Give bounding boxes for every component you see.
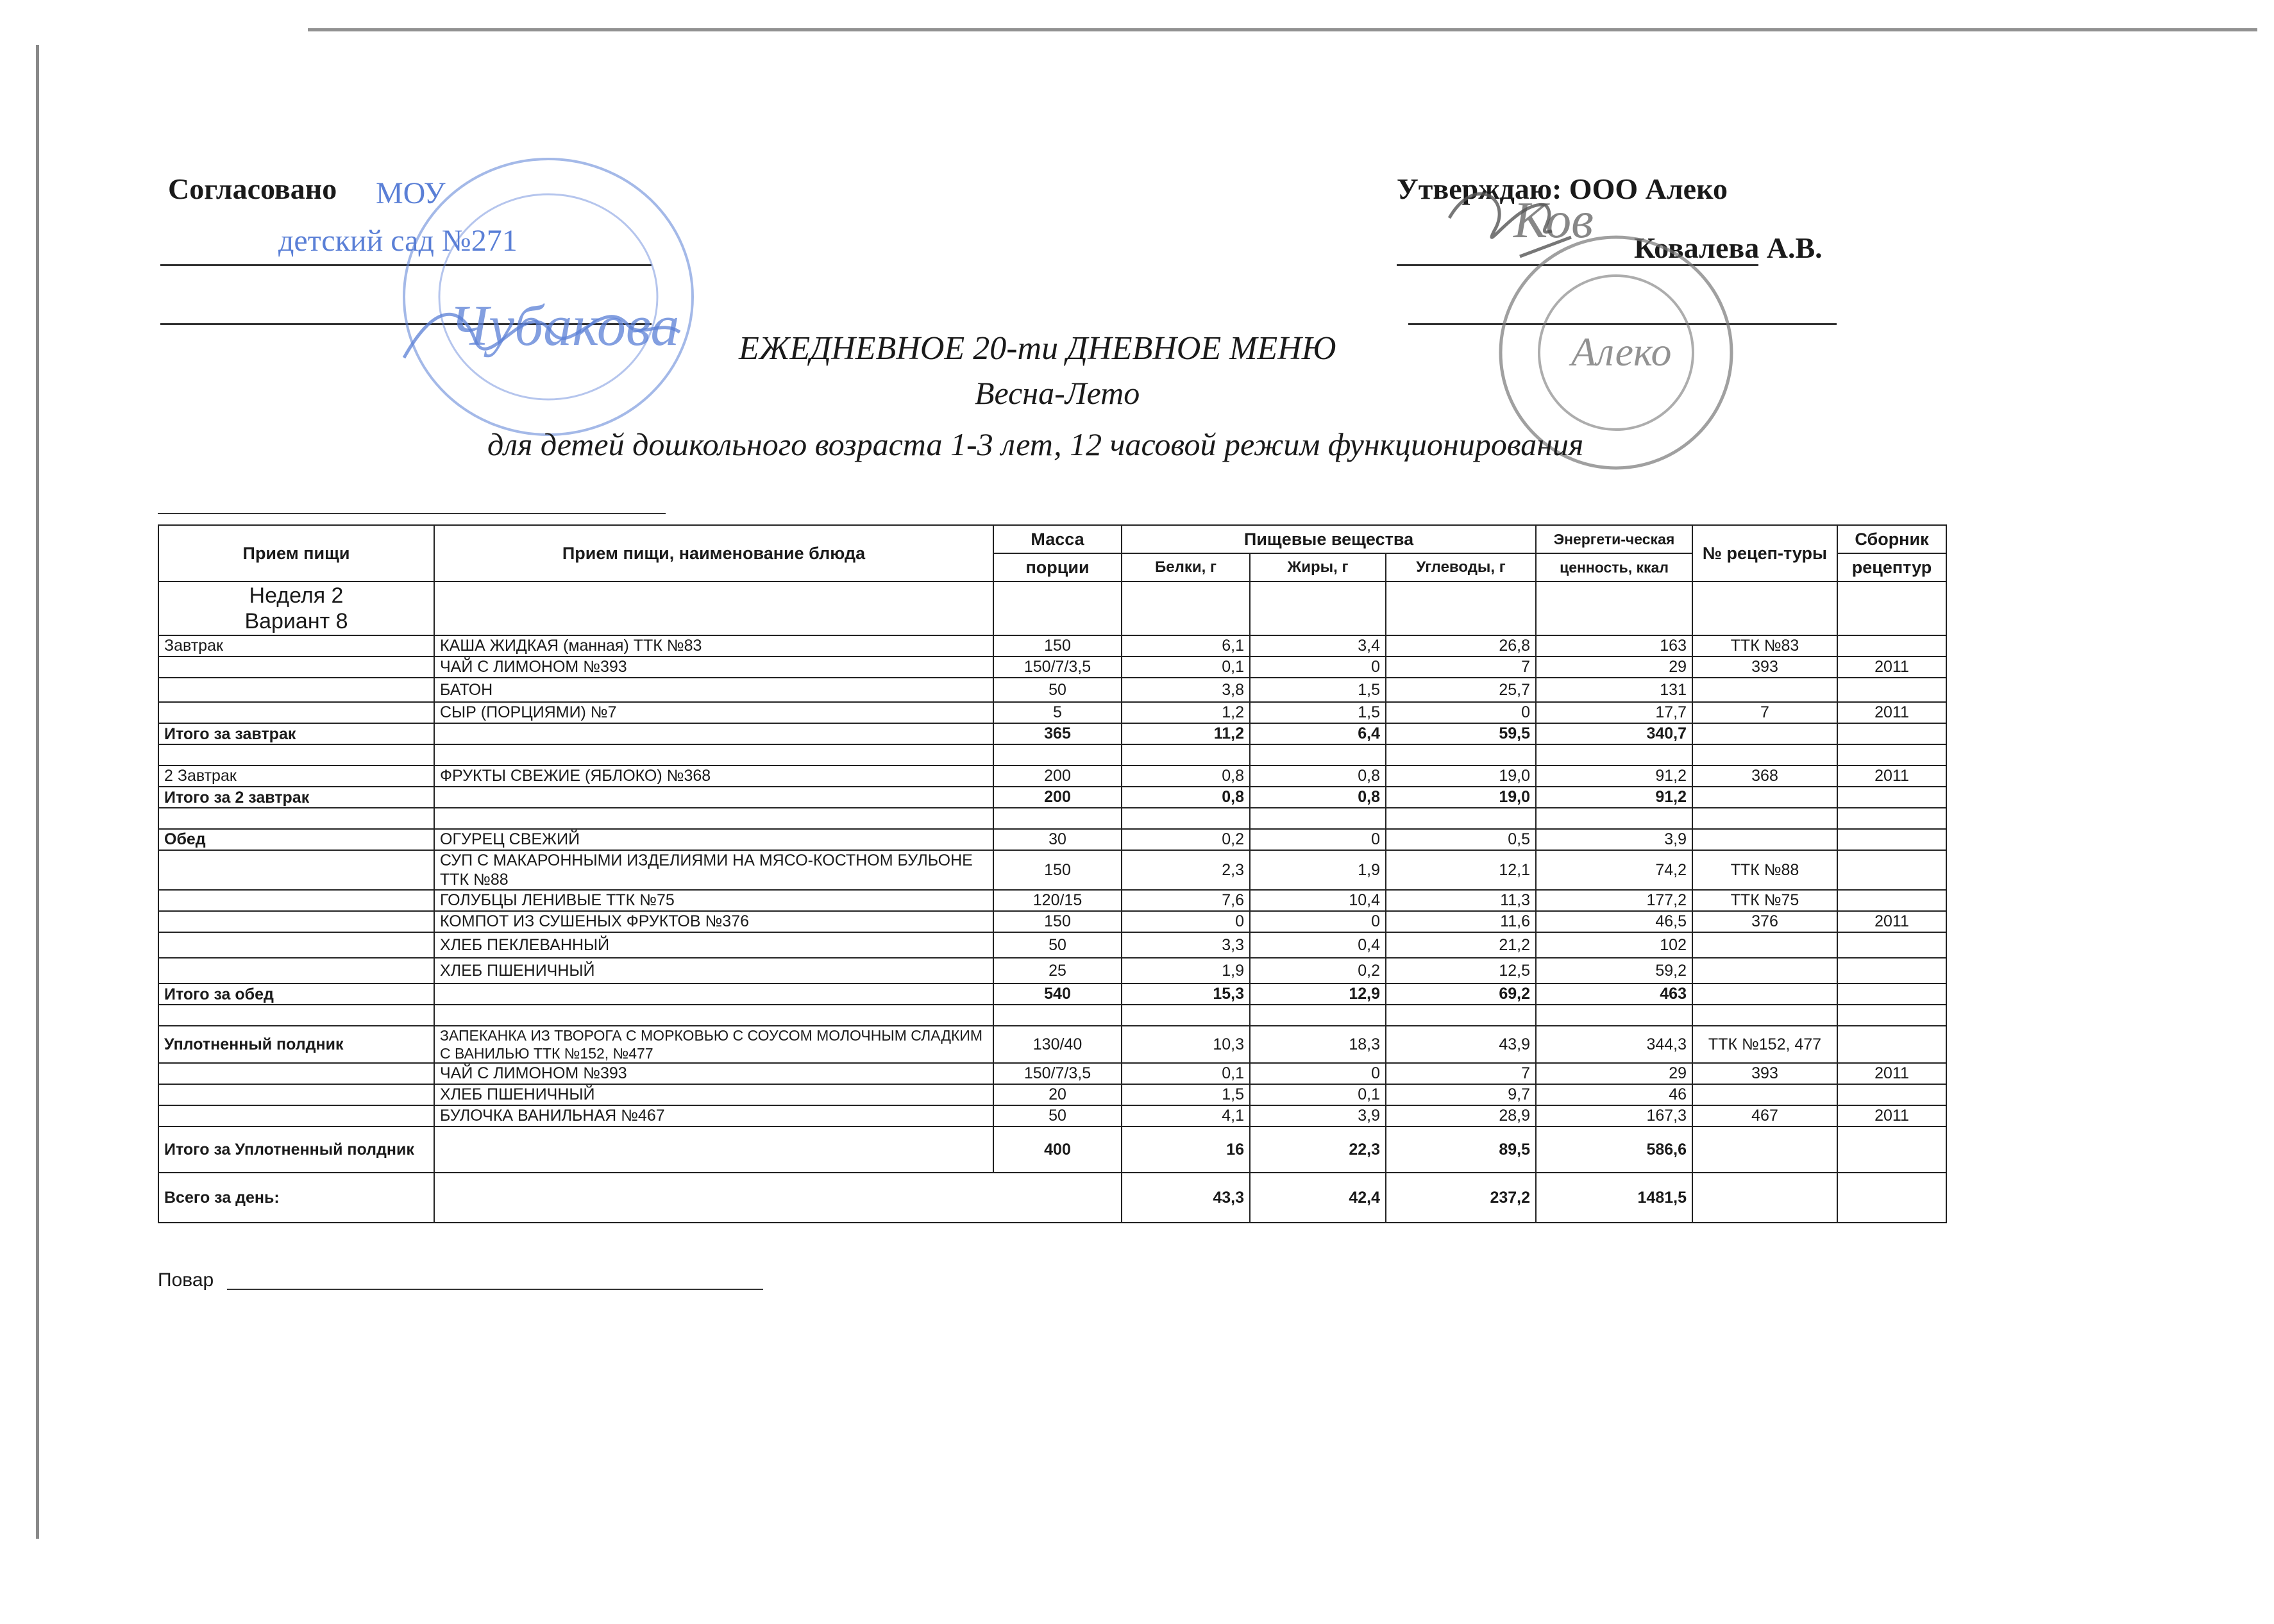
header-meal: Прием пищи [158, 525, 434, 582]
mass-cell: 150 [993, 911, 1122, 932]
energy-cell: 340,7 [1536, 723, 1692, 744]
protein-cell: 4,1 [1122, 1105, 1250, 1126]
energy-cell: 1481,5 [1536, 1173, 1692, 1223]
carbs-cell: 0 [1386, 702, 1536, 723]
book-cell [1837, 635, 1946, 657]
summary-row [158, 723, 1946, 744]
table-row [158, 1026, 1946, 1063]
meal-cell: Итого за 2 завтрак [158, 787, 434, 808]
mass-cell: 150 [993, 635, 1122, 657]
fat-cell: 1,5 [1250, 678, 1386, 702]
week-row [158, 582, 1946, 635]
book-cell: 2011 [1837, 766, 1946, 787]
dish-cell: ФРУКТЫ СВЕЖИЕ (ЯБЛОКО) №368 [434, 766, 993, 787]
carbs-cell: 21,2 [1386, 932, 1536, 958]
meal-cell [158, 890, 434, 911]
table-row [158, 1084, 1946, 1105]
variant-label: Вариант 8 [244, 609, 348, 633]
recipe-cell: ТТК №75 [1692, 890, 1837, 911]
scan-edge-top [308, 28, 2257, 31]
signature-right-text: Ков [1513, 192, 1594, 249]
energy-cell: 177,2 [1536, 890, 1692, 911]
meal-cell: Итого за обед [158, 984, 434, 1005]
meal-cell: Обед [158, 829, 434, 850]
recipe-cell [1692, 958, 1837, 984]
protein-cell: 6,1 [1122, 635, 1250, 657]
carbs-cell: 11,6 [1386, 911, 1536, 932]
header-book-top: Сборник [1837, 525, 1946, 553]
book-cell [1837, 1126, 1946, 1173]
header-fat: Жиры, г [1250, 553, 1386, 582]
energy-cell: 59,2 [1536, 958, 1692, 984]
dish-cell: ЧАЙ С ЛИМОНОМ №393 [434, 1063, 993, 1084]
carbs-cell: 0,5 [1386, 829, 1536, 850]
protein-cell: 1,2 [1122, 702, 1250, 723]
scan-edge-left [36, 45, 39, 1539]
spacer-row [158, 1005, 1946, 1026]
energy-cell: 3,9 [1536, 829, 1692, 850]
summary-row [158, 787, 1946, 808]
approval-left-label: Согласовано [168, 172, 337, 205]
mass-cell: 150/7/3,5 [993, 657, 1122, 678]
dish-cell: ХЛЕБ ПШЕНИЧНЫЙ [434, 958, 993, 984]
recipe-cell: 376 [1692, 911, 1837, 932]
carbs-cell: 9,7 [1386, 1084, 1536, 1105]
book-cell [1837, 932, 1946, 958]
table-row [158, 766, 1946, 787]
recipe-cell [1692, 723, 1837, 744]
meal-cell: Завтрак [158, 635, 434, 657]
carbs-cell: 12,1 [1386, 850, 1536, 890]
recipe-cell [1692, 829, 1837, 850]
mass-cell: 200 [993, 787, 1122, 808]
protein-cell: 3,8 [1122, 678, 1250, 702]
energy-cell: 17,7 [1536, 702, 1692, 723]
meal-cell [158, 702, 434, 723]
energy-cell: 29 [1536, 1063, 1692, 1084]
table-row [158, 657, 1946, 678]
meal-cell [158, 911, 434, 932]
approval-right-name: Ковалева А.В. [1634, 231, 1823, 264]
dish-cell: ЗАПЕКАНКА ИЗ ТВОРОГА С МОРКОВЬЮ С СОУСОМ МОЛОЧНЫМ СЛАДКИМ С ВАНИЛЬЮ ТТК №152, №477 [434, 1026, 993, 1063]
approval-left-org-line1: МОУ [376, 176, 446, 210]
meal-cell: 2 Завтрак [158, 766, 434, 787]
meal-cell: Итого за завтрак [158, 723, 434, 744]
dish-cell: ОГУРЕЦ СВЕЖИЙ [434, 829, 993, 850]
signature-left-text: Чубакова [449, 294, 680, 358]
recipe-cell: 7 [1692, 702, 1837, 723]
dish-cell: ХЛЕБ ПШЕНИЧНЫЙ [434, 1084, 993, 1105]
stamp-right-text: Алеко [1571, 329, 1672, 374]
dish-cell: ЧАЙ С ЛИМОНОМ №393 [434, 657, 993, 678]
mass-cell: 400 [993, 1126, 1122, 1173]
carbs-cell: 26,8 [1386, 635, 1536, 657]
summary-row [158, 984, 1946, 1005]
recipe-cell: ТТК №152, 477 [1692, 1026, 1837, 1063]
dish-cell [434, 984, 993, 1005]
meal-cell: Всего за день: [158, 1173, 434, 1223]
mass-cell: 50 [993, 678, 1122, 702]
meal-cell [158, 1063, 434, 1084]
book-cell [1837, 1026, 1946, 1063]
book-cell [1837, 723, 1946, 744]
dish-cell: ХЛЕБ ПЕКЛЕВАННЫЙ [434, 932, 993, 958]
approval-left-org-line2: детский сад №271 [278, 224, 518, 258]
recipe-cell [1692, 932, 1837, 958]
fat-cell: 0,1 [1250, 1084, 1386, 1105]
protein-cell: 2,3 [1122, 850, 1250, 890]
meal-cell [158, 850, 434, 890]
table-row [158, 932, 1946, 958]
menu-subtitle: для детей дошкольного возраста 1-3 лет, 12 часовой режим функционирования [487, 426, 1584, 462]
energy-cell: 131 [1536, 678, 1692, 702]
mass-cell: 20 [993, 1084, 1122, 1105]
mass-cell: 365 [993, 723, 1122, 744]
header-dish: Прием пищи, наименование блюда [434, 525, 993, 582]
protein-cell: 7,6 [1122, 890, 1250, 911]
cook-label: Повар [158, 1269, 214, 1291]
cook-signature-line [227, 1289, 763, 1290]
book-cell [1837, 958, 1946, 984]
carbs-cell: 7 [1386, 657, 1536, 678]
energy-cell: 463 [1536, 984, 1692, 1005]
carbs-cell: 19,0 [1386, 787, 1536, 808]
table-row [158, 890, 1946, 911]
dish-cell: КАША ЖИДКАЯ (манная) ТТК №83 [434, 635, 993, 657]
energy-cell: 46 [1536, 1084, 1692, 1105]
summary-row [158, 1126, 1946, 1173]
menu-season: Весна-Лето [975, 375, 1140, 411]
carbs-cell: 43,9 [1386, 1026, 1536, 1063]
fat-cell: 0 [1250, 911, 1386, 932]
dish-cell: СУП С МАКАРОННЫМИ ИЗДЕЛИЯМИ НА МЯСО-КОСТНОМ БУЛЬОНЕ ТТК №88 [434, 850, 993, 890]
dish-cell: КОМПОТ ИЗ СУШЕНЫХ ФРУКТОВ №376 [434, 911, 993, 932]
mass-cell: 5 [993, 702, 1122, 723]
table-row [158, 829, 1946, 850]
header-carbs: Углеводы, г [1386, 553, 1536, 582]
dish-cell: СЫР (ПОРЦИЯМИ) №7 [434, 702, 993, 723]
book-cell: 2011 [1837, 657, 1946, 678]
mass-cell: 150/7/3,5 [993, 1063, 1122, 1084]
book-cell: 2011 [1837, 702, 1946, 723]
book-cell [1837, 850, 1946, 890]
header-energy-bottom: ценность, ккал [1536, 553, 1692, 582]
menu-title: ЕЖЕДНЕВНОЕ 20-ти ДНЕВНОЕ МЕНЮ [739, 330, 1336, 367]
fat-cell: 3,4 [1250, 635, 1386, 657]
fat-cell: 0,8 [1250, 766, 1386, 787]
recipe-cell [1692, 1084, 1837, 1105]
recipe-cell [1692, 787, 1837, 808]
protein-cell: 0,2 [1122, 829, 1250, 850]
stamp-left [359, 146, 705, 448]
fat-cell: 0,8 [1250, 787, 1386, 808]
carbs-cell: 59,5 [1386, 723, 1536, 744]
protein-cell: 0,1 [1122, 657, 1250, 678]
meal-cell: Итого за Уплотненный полдник [158, 1126, 434, 1173]
week-label: Неделя 2 [249, 583, 344, 608]
carbs-cell: 12,5 [1386, 958, 1536, 984]
fat-cell: 0,2 [1250, 958, 1386, 984]
mass-cell: 30 [993, 829, 1122, 850]
dish-cell [434, 787, 993, 808]
book-cell [1837, 678, 1946, 702]
carbs-cell: 28,9 [1386, 1105, 1536, 1126]
summary-row [158, 1173, 1946, 1223]
fat-cell: 0 [1250, 829, 1386, 850]
recipe-cell: ТТК №88 [1692, 850, 1837, 890]
recipe-cell: 467 [1692, 1105, 1837, 1126]
mass-cell: 50 [993, 1105, 1122, 1126]
recipe-cell: ТТК №83 [1692, 635, 1837, 657]
fat-cell: 42,4 [1250, 1173, 1386, 1223]
dish-cell: ГОЛУБЦЫ ЛЕНИВЫЕ ТТК №75 [434, 890, 993, 911]
protein-cell: 1,5 [1122, 1084, 1250, 1105]
carbs-cell: 237,2 [1386, 1173, 1536, 1223]
fat-cell: 3,9 [1250, 1105, 1386, 1126]
recipe-cell: 393 [1692, 1063, 1837, 1084]
header-energy-top: Энергети-ческая [1536, 525, 1692, 553]
book-cell: 2011 [1837, 911, 1946, 932]
mass-cell: 200 [993, 766, 1122, 787]
energy-cell: 74,2 [1536, 850, 1692, 890]
meal-cell: Уплотненный полдник [158, 1026, 434, 1063]
book-cell [1837, 787, 1946, 808]
energy-cell: 46,5 [1536, 911, 1692, 932]
book-cell [1837, 1084, 1946, 1105]
table-row [158, 678, 1946, 702]
carbs-cell: 69,2 [1386, 984, 1536, 1005]
spacer-row [158, 808, 1946, 829]
protein-cell: 0,8 [1122, 787, 1250, 808]
table-row [158, 911, 1946, 932]
recipe-cell [1692, 1173, 1837, 1223]
recipe-cell [1692, 678, 1837, 702]
fat-cell: 0,4 [1250, 932, 1386, 958]
protein-cell: 1,9 [1122, 958, 1250, 984]
fat-cell: 0 [1250, 657, 1386, 678]
table-row [158, 1063, 1946, 1084]
mass-cell: 120/15 [993, 890, 1122, 911]
energy-cell: 91,2 [1536, 766, 1692, 787]
protein-cell: 0,1 [1122, 1063, 1250, 1084]
menu-table [158, 524, 1947, 1223]
energy-cell: 344,3 [1536, 1026, 1692, 1063]
title-underline [158, 513, 666, 514]
dish-cell [434, 1173, 1122, 1223]
mass-cell: 130/40 [993, 1026, 1122, 1063]
carbs-cell: 25,7 [1386, 678, 1536, 702]
energy-cell: 91,2 [1536, 787, 1692, 808]
fat-cell: 10,4 [1250, 890, 1386, 911]
meal-cell [158, 958, 434, 984]
protein-cell: 43,3 [1122, 1173, 1250, 1223]
book-cell [1837, 984, 1946, 1005]
fat-cell: 12,9 [1250, 984, 1386, 1005]
header-recipe: № рецеп-туры [1692, 525, 1837, 582]
energy-cell: 167,3 [1536, 1105, 1692, 1126]
recipe-cell [1692, 1126, 1837, 1173]
meal-cell [158, 657, 434, 678]
carbs-cell: 89,5 [1386, 1126, 1536, 1173]
dish-cell [434, 1126, 993, 1173]
spacer-row [158, 744, 1946, 766]
book-cell: 2011 [1837, 1105, 1946, 1126]
fat-cell: 18,3 [1250, 1026, 1386, 1063]
mass-cell: 540 [993, 984, 1122, 1005]
meal-cell [158, 678, 434, 702]
table-row [158, 850, 1946, 890]
header-mass-top: Масса [993, 525, 1122, 553]
energy-cell: 29 [1536, 657, 1692, 678]
book-cell [1837, 829, 1946, 850]
meal-cell [158, 1105, 434, 1126]
menu-table-body [158, 635, 1946, 1223]
fat-cell: 6,4 [1250, 723, 1386, 744]
protein-cell: 11,2 [1122, 723, 1250, 744]
header-mass-bottom: порции [993, 553, 1122, 582]
dish-cell: БУЛОЧКА ВАНИЛЬНАЯ №467 [434, 1105, 993, 1126]
energy-cell: 102 [1536, 932, 1692, 958]
book-cell: 2011 [1837, 1063, 1946, 1084]
book-cell [1837, 1173, 1946, 1223]
protein-cell: 15,3 [1122, 984, 1250, 1005]
table-row [158, 635, 1946, 657]
energy-cell: 586,6 [1536, 1126, 1692, 1173]
carbs-cell: 19,0 [1386, 766, 1536, 787]
carbs-cell: 7 [1386, 1063, 1536, 1084]
table-row [158, 702, 1946, 723]
energy-cell: 163 [1536, 635, 1692, 657]
header-nutrients: Пищевые вещества [1122, 525, 1536, 553]
protein-cell: 10,3 [1122, 1026, 1250, 1063]
book-cell [1837, 890, 1946, 911]
carbs-cell: 11,3 [1386, 890, 1536, 911]
dish-cell: БАТОН [434, 678, 993, 702]
recipe-cell: 393 [1692, 657, 1837, 678]
mass-cell: 50 [993, 932, 1122, 958]
mass-cell: 150 [993, 850, 1122, 890]
recipe-cell [1692, 984, 1837, 1005]
approval-right-label: Утверждаю: ООО Алеко [1397, 172, 1728, 205]
fat-cell: 22,3 [1250, 1126, 1386, 1173]
fat-cell: 0 [1250, 1063, 1386, 1084]
protein-cell: 16 [1122, 1126, 1250, 1173]
protein-cell: 0 [1122, 911, 1250, 932]
protein-cell: 3,3 [1122, 932, 1250, 958]
meal-cell [158, 1084, 434, 1105]
meal-cell [158, 932, 434, 958]
fat-cell: 1,5 [1250, 702, 1386, 723]
dish-cell [434, 723, 993, 744]
header-book-bottom: рецептур [1837, 553, 1946, 582]
table-row [158, 958, 1946, 984]
protein-cell: 0,8 [1122, 766, 1250, 787]
table-row [158, 1105, 1946, 1126]
fat-cell: 1,9 [1250, 850, 1386, 890]
mass-cell: 25 [993, 958, 1122, 984]
recipe-cell: 368 [1692, 766, 1837, 787]
header-protein: Белки, г [1122, 553, 1250, 582]
